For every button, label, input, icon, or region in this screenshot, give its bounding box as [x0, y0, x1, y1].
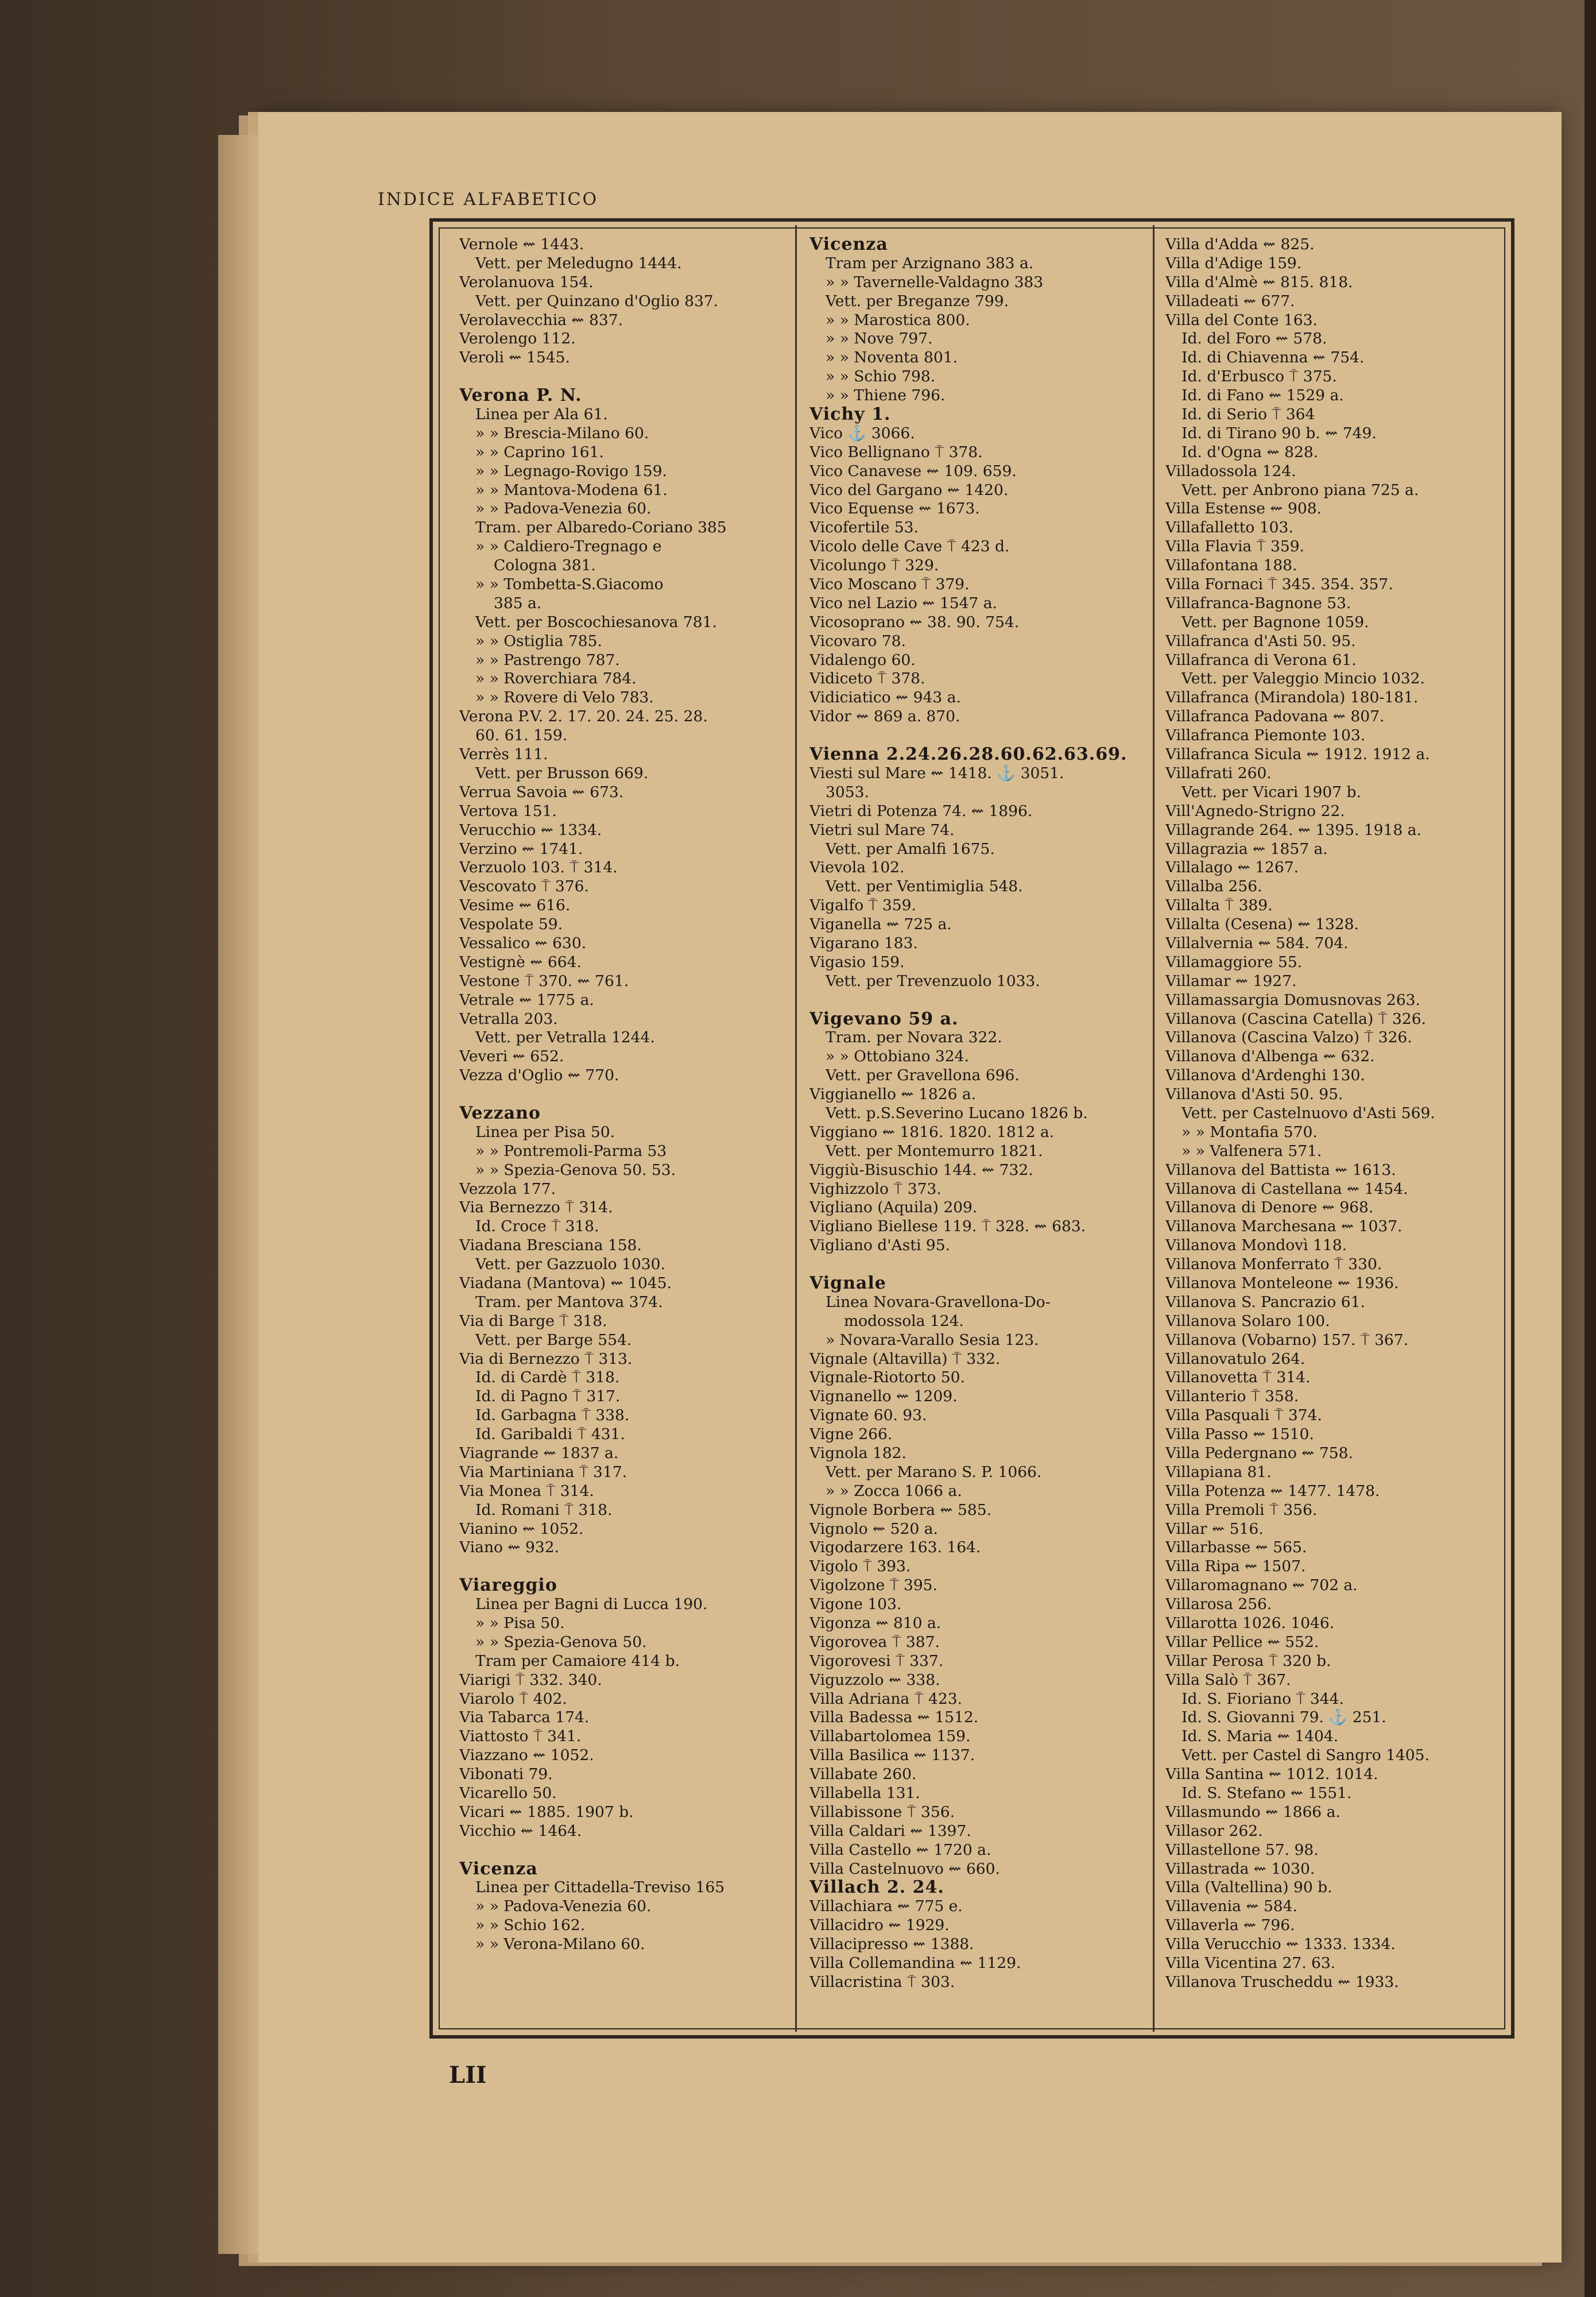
- index-entry: Villasmundo ⇜ 1866 a.: [1165, 1803, 1341, 1821]
- index-entry: Vigolzone ⍑ 395.: [809, 1576, 938, 1595]
- index-heading: Vienna 2.24.26.28.60.62.63.69.: [809, 745, 1128, 764]
- index-entry: Viesti sul Mare ⇜ 1418. ⚓ 3051.: [809, 764, 1064, 782]
- index-entry: Villanova (Cascina Catella) ⍑ 326.: [1165, 1010, 1426, 1028]
- index-entry: Id. S. Stefano ⇜ 1551.: [1181, 1784, 1352, 1803]
- index-entry: Verzuolo 103. ⍑ 314.: [459, 859, 618, 877]
- index-entry: Vico Bellignano ⍑ 378.: [809, 443, 983, 461]
- column-divider: [1153, 225, 1155, 2032]
- index-entry: Vezzola 177.: [459, 1180, 556, 1198]
- index-entry: Verucchio ⇜ 1334.: [459, 821, 602, 839]
- index-entry: Via Martiniana ⍑ 317.: [459, 1463, 627, 1481]
- index-entry: Vett. p.S.Severino Lucano 1826 b.: [826, 1104, 1088, 1122]
- index-entry: Vett. per Marano S. P. 1066.: [826, 1463, 1042, 1481]
- index-entry: Verzino ⇜ 1741.: [459, 840, 583, 858]
- index-entry: Vigorovesi ⍑ 337.: [809, 1652, 944, 1670]
- index-entry: Villabissone ⍑ 356.: [809, 1803, 955, 1821]
- index-entry: Viadana (Mantova) ⇜ 1045.: [459, 1274, 672, 1292]
- index-entry: » » Thiene 796.: [826, 386, 946, 405]
- index-entry: Vigasio 159.: [809, 953, 905, 971]
- index-entry: Vicchio ⇜ 1464.: [459, 1822, 582, 1840]
- index-entry: » » Ostiglia 785.: [475, 632, 602, 650]
- index-entry: Vestignè ⇜ 664.: [459, 953, 582, 971]
- index-entry: Vignanello ⇜ 1209.: [809, 1387, 958, 1406]
- index-heading: Vichy 1.: [809, 405, 891, 424]
- index-entry: Id. Romani ⍑ 318.: [475, 1501, 613, 1519]
- index-entry: Vico nel Lazio ⇜ 1547 a.: [809, 594, 997, 612]
- index-entry: Villa Estense ⇜ 908.: [1165, 500, 1322, 518]
- index-entry: [459, 1557, 789, 1576]
- index-entry: Vett. per Breganze 799.: [826, 292, 1009, 310]
- index-entry: Villanova Mondovì 118.: [1165, 1236, 1347, 1255]
- index-entry: Vett. per Gravellona 696.: [826, 1066, 1020, 1085]
- index-column-2: [809, 235, 1148, 1992]
- index-heading: Vigevano 59 a.: [809, 1010, 959, 1029]
- index-entry: Id. di Tirano 90 b. ⇜ 749.: [1181, 424, 1377, 442]
- index-entry: Vicovaro 78.: [809, 632, 906, 650]
- index-entry: Villalta ⍑ 389.: [1165, 896, 1273, 915]
- index-entry: Villagrande 264. ⇜ 1395. 1918 a.: [1165, 821, 1421, 839]
- index-entry: Via Bernezzo ⍑ 314.: [459, 1198, 613, 1217]
- index-entry: Vidiceto ⍑ 378.: [809, 670, 925, 688]
- index-entry: Vett. per Ventimiglia 548.: [826, 877, 1023, 896]
- index-entry: Villafranca d'Asti 50. 95.: [1165, 632, 1356, 650]
- index-entry: Vigodarzere 163. 164.: [809, 1538, 981, 1557]
- index-entry: Vett. per Amalfi 1675.: [826, 840, 995, 858]
- index-entry: Villanova di Castellana ⇜ 1454.: [1165, 1180, 1408, 1198]
- index-entry: Vicosoprano ⇜ 38. 90. 754.: [809, 613, 1020, 631]
- index-entry: Villanova del Battista ⇜ 1613.: [1165, 1161, 1396, 1179]
- index-entry: Vett. per Boscochiesanova 781.: [475, 613, 717, 631]
- index-entry: Villanova d'Ardenghi 130.: [1165, 1066, 1365, 1085]
- index-entry: » » Spezia-Genova 50.: [475, 1633, 647, 1651]
- index-entry: » » Tombetta-S.Giacomo: [475, 575, 664, 594]
- index-entry: Villanova Monferrato ⍑ 330.: [1165, 1255, 1382, 1274]
- index-entry: Viarigi ⍑ 332. 340.: [459, 1670, 602, 1689]
- index-entry: Viazzano ⇜ 1052.: [459, 1746, 594, 1765]
- index-entry: Linea per Pisa 50.: [475, 1123, 615, 1141]
- index-entry: Villa Collemandina ⇜ 1129.: [809, 1954, 1021, 1973]
- index-entry: Villamassargia Domusnovas 263.: [1165, 991, 1420, 1009]
- index-entry: Via Monea ⍑ 314.: [459, 1482, 594, 1500]
- index-entry: Vetralla 203.: [459, 1010, 558, 1028]
- index-entry: Villanova Truscheddu ⇜ 1933.: [1165, 1973, 1399, 1991]
- index-entry: » » Zocca 1066 a.: [826, 1482, 962, 1500]
- index-entry: Tram. per Novara 322.: [826, 1028, 1002, 1047]
- index-entry: » Novara-Varallo Sesia 123.: [826, 1331, 1039, 1349]
- index-entry: Villar ⇜ 516.: [1165, 1519, 1264, 1538]
- index-entry: Viganella ⇜ 725 a.: [809, 915, 952, 934]
- index-entry: Villafranca Piemonte 103.: [1165, 726, 1366, 745]
- index-entry: Villaverla ⇜ 796.: [1165, 1916, 1295, 1935]
- index-heading: Viareggio: [459, 1576, 557, 1596]
- index-entry: Villanova d'Asti 50. 95.: [1165, 1085, 1343, 1104]
- index-entry: Vignale-Riotorto 50.: [809, 1368, 965, 1387]
- index-entry: 3053.: [826, 783, 869, 801]
- index-entry: Vico Equense ⇜ 1673.: [809, 500, 980, 518]
- index-entry: Villafranca di Verona 61.: [1165, 651, 1357, 669]
- index-entry: Viggianello ⇜ 1826 a.: [809, 1085, 977, 1104]
- index-entry: Verolengo 112.: [459, 330, 576, 348]
- index-entry: Villalago ⇜ 1267.: [1165, 859, 1299, 877]
- index-entry: Via Tabarca 174.: [459, 1708, 590, 1727]
- index-heading: Vezzano: [459, 1104, 541, 1123]
- index-entry: Villachiara ⇜ 775 e.: [809, 1897, 963, 1916]
- index-entry: Villafalletto 103.: [1165, 519, 1293, 537]
- index-entry: » » Pontremoli-Parma 53: [475, 1142, 667, 1160]
- index-entry: Vigliano d'Asti 95.: [809, 1236, 950, 1255]
- index-entry: 385 a.: [494, 594, 542, 612]
- index-entry: Linea Novara-Gravellona-Do-: [826, 1293, 1051, 1311]
- index-entry: Villa Verucchio ⇜ 1333. 1334.: [1165, 1935, 1396, 1954]
- index-entry: Villaromagnano ⇜ 702 a.: [1165, 1576, 1358, 1595]
- index-entry: Vett. per Vetralla 1244.: [475, 1028, 655, 1047]
- index-entry: Vett. per Anbrono piana 725 a.: [1181, 481, 1419, 499]
- index-entry: Vidalengo 60.: [809, 651, 916, 669]
- index-entry: Villanova S. Pancrazio 61.: [1165, 1293, 1365, 1311]
- index-entry: Vestone ⍑ 370. ⇜ 761.: [459, 972, 629, 990]
- index-entry: Tram per Arzignano 383 a.: [826, 254, 1034, 272]
- index-entry: Vigliano Biellese 119. ⍑ 328. ⇜ 683.: [809, 1217, 1086, 1236]
- index-entry: Villabella 131.: [809, 1784, 920, 1803]
- index-entry: Villanova di Denore ⇜ 968.: [1165, 1198, 1374, 1217]
- index-entry: Id. di Fano ⇜ 1529 a.: [1181, 386, 1344, 405]
- index-entry: Villa d'Almè ⇜ 815. 818.: [1165, 273, 1353, 291]
- index-entry: Vescovato ⍑ 376.: [459, 877, 589, 896]
- index-entry: Villanovetta ⍑ 314.: [1165, 1368, 1311, 1387]
- index-entry: Villanova d'Albenga ⇜ 632.: [1165, 1047, 1375, 1066]
- index-entry: [459, 368, 789, 386]
- index-entry: Villafranca Padovana ⇜ 807.: [1165, 707, 1385, 726]
- index-entry: Vignola 182.: [809, 1444, 907, 1462]
- index-entry: Villagrazia ⇜ 1857 a.: [1165, 840, 1328, 858]
- index-entry: Vett. per Gazzuolo 1030.: [475, 1255, 665, 1274]
- index-entry: Villa Pedergnano ⇜ 758.: [1165, 1444, 1353, 1462]
- index-entry: Vicolo delle Cave ⍑ 423 d.: [809, 537, 1010, 556]
- index-entry: » » Montafia 570.: [1181, 1123, 1318, 1141]
- index-entry: Vignate 60. 93.: [809, 1406, 927, 1425]
- index-entry: Linea per Cittadella-Treviso 165: [475, 1878, 725, 1897]
- index-entry: Viarolo ⍑ 402.: [459, 1689, 567, 1708]
- index-entry: Vill'Agnedo-Strigno 22.: [1165, 802, 1345, 820]
- index-entry: » » Verona-Milano 60.: [475, 1935, 645, 1954]
- index-entry: Veroli ⇜ 1545.: [459, 349, 570, 367]
- index-entry: Vigne 266.: [809, 1425, 893, 1444]
- index-entry: Villar Pellice ⇜ 552.: [1165, 1633, 1319, 1651]
- index-entry: Vigorovea ⍑ 387.: [809, 1633, 940, 1651]
- index-entry: » » Legnago-Rovigo 159.: [475, 462, 667, 480]
- index-entry: » » Padova-Venezia 60.: [475, 500, 652, 518]
- index-entry: Villavenia ⇜ 584.: [1165, 1897, 1297, 1916]
- index-entry: Id. Garbagna ⍑ 338.: [475, 1406, 630, 1425]
- index-entry: Via di Bernezzo ⍑ 313.: [459, 1349, 633, 1368]
- index-entry: Villa Castelnuovo ⇜ 660.: [809, 1859, 1000, 1878]
- index-entry: Vigolo ⍑ 393.: [809, 1557, 911, 1576]
- column-divider: [795, 225, 797, 2032]
- index-entry: Vessalico ⇜ 630.: [459, 934, 587, 952]
- index-entry: Vezza d'Oglio ⇜ 770.: [459, 1066, 619, 1085]
- index-entry: Vignole Borbera ⇜ 585.: [809, 1501, 991, 1519]
- index-entry: Villanterio ⍑ 358.: [1165, 1387, 1299, 1406]
- index-entry: Villacidro ⇜ 1929.: [809, 1916, 950, 1935]
- index-entry: Villanova (Cascina Valzo) ⍑ 326.: [1165, 1028, 1412, 1047]
- index-entry: » » Roverchiara 784.: [475, 670, 637, 688]
- index-entry: Vicari ⇜ 1885. 1907 b.: [459, 1803, 634, 1821]
- index-entry: Cologna 381.: [494, 556, 596, 575]
- index-entry: Villalta (Cesena) ⇜ 1328.: [1165, 915, 1359, 934]
- index-entry: Vidiciatico ⇜ 943 a.: [809, 689, 961, 707]
- index-entry: Vicarello 50.: [459, 1784, 557, 1803]
- index-entry: 60. 61. 159.: [475, 726, 568, 745]
- index-entry: Verona P.V. 2. 17. 20. 24. 25. 28.: [459, 707, 708, 726]
- index-entry: Vidor ⇜ 869 a. 870.: [809, 707, 960, 726]
- index-entry: » » Valfenera 571.: [1181, 1142, 1322, 1160]
- index-heading: Vicenza: [459, 1859, 538, 1879]
- index-entry: Id. S. Giovanni 79. ⚓ 251.: [1181, 1708, 1386, 1727]
- index-entry: Vett. per Trevenzuolo 1033.: [826, 972, 1040, 990]
- index-entry: Villa del Conte 163.: [1165, 311, 1318, 329]
- index-entry: [809, 726, 1148, 745]
- index-entry: Verrès 111.: [459, 745, 548, 764]
- index-column-3: [1165, 235, 1507, 1992]
- index-heading: Vicenza: [809, 235, 888, 254]
- index-entry: Vett. per Meledugno 1444.: [475, 254, 682, 272]
- index-entry: Viggiano ⇜ 1816. 1820. 1812 a.: [809, 1123, 1055, 1141]
- index-entry: Villanova (Vobarno) 157. ⍑ 367.: [1165, 1331, 1409, 1349]
- index-entry: Vigliano (Aquila) 209.: [809, 1198, 978, 1217]
- index-entry: Tram. per Albaredo-Coriano 385: [475, 519, 727, 537]
- index-entry: Vico del Gargano ⇜ 1420.: [809, 481, 1009, 499]
- index-entry: Verolavecchia ⇜ 837.: [459, 311, 623, 329]
- index-entry: Villar Perosa ⍑ 320 b.: [1165, 1652, 1331, 1670]
- index-entry: Vievola 102.: [809, 859, 905, 877]
- index-entry: Vett. per Bagnone 1059.: [1181, 613, 1369, 631]
- index-entry: Veveri ⇜ 652.: [459, 1047, 564, 1066]
- index-entry: Viattosto ⍑ 341.: [459, 1727, 582, 1746]
- index-entry: Verolanuova 154.: [459, 273, 594, 291]
- index-entry: » » Ottobiano 324.: [826, 1047, 969, 1066]
- index-entry: Villa Adriana ⍑ 423.: [809, 1689, 962, 1708]
- index-entry: Viadana Bresciana 158.: [459, 1236, 642, 1255]
- index-entry: Villa Premoli ⍑ 356.: [1165, 1501, 1318, 1519]
- index-entry: Id. di Chiavenna ⇜ 754.: [1181, 349, 1365, 367]
- index-heading: Villach 2. 24.: [809, 1878, 944, 1898]
- index-entry: Villa Passo ⇜ 1510.: [1165, 1425, 1314, 1444]
- index-entry: Villa d'Adige 159.: [1165, 254, 1302, 272]
- index-entry: Villadossola 124.: [1165, 462, 1296, 480]
- index-entry: Vigalfo ⍑ 359.: [809, 896, 916, 915]
- index-entry: » » Mantova-Modena 61.: [475, 481, 668, 499]
- index-entry: » » Caprino 161.: [475, 443, 604, 461]
- index-entry: Vett. per Vicari 1907 b.: [1181, 783, 1361, 801]
- index-entry: Vett. per Quinzano d'Oglio 837.: [475, 292, 719, 310]
- index-entry: Vigonza ⇜ 810 a.: [809, 1614, 942, 1633]
- index-column-1: [459, 235, 789, 1954]
- index-entry: Vett. per Castel di Sangro 1405.: [1181, 1746, 1430, 1765]
- index-entry: Vertova 151.: [459, 802, 557, 820]
- index-entry: Viggiù-Bisuschio 144. ⇜ 732.: [809, 1161, 1033, 1179]
- index-entry: Vigone 103.: [809, 1595, 902, 1614]
- index-entry: Villafrati 260.: [1165, 764, 1272, 782]
- index-entry: Villastrada ⇜ 1030.: [1165, 1859, 1315, 1878]
- index-entry: Villa Badessa ⇜ 1512.: [809, 1708, 979, 1727]
- index-entry: Vicolungo ⍑ 329.: [809, 556, 939, 575]
- index-entry: » » Rovere di Velo 783.: [475, 689, 654, 707]
- index-entry: Vesime ⇜ 616.: [459, 896, 571, 915]
- index-entry: Vibonati 79.: [459, 1765, 553, 1784]
- index-entry: Linea per Ala 61.: [475, 405, 608, 424]
- index-entry: Villafranca-Bagnone 53.: [1165, 594, 1351, 612]
- index-entry: [809, 1255, 1148, 1274]
- index-entry: » » Marostica 800.: [826, 311, 970, 329]
- index-entry: Villa d'Adda ⇜ 825.: [1165, 235, 1315, 253]
- index-entry: Id. S. Fioriano ⍑ 344.: [1181, 1689, 1344, 1708]
- index-entry: Villalba 256.: [1165, 877, 1262, 896]
- index-entry: Villa Fornaci ⍑ 345. 354. 357.: [1165, 575, 1393, 594]
- index-entry: modossola 124.: [844, 1312, 964, 1330]
- index-entry: Verrua Savoia ⇜ 673.: [459, 783, 624, 801]
- index-entry: Villadeati ⇜ 677.: [1165, 292, 1295, 310]
- index-entry: Vico ⚓ 3066.: [809, 424, 915, 442]
- index-entry: Villa Pasquali ⍑ 374.: [1165, 1406, 1322, 1425]
- index-entry: Villarosa 256.: [1165, 1595, 1272, 1614]
- index-entry: Villacipresso ⇜ 1388.: [809, 1935, 974, 1954]
- index-entry: Villafranca (Mirandola) 180-181.: [1165, 689, 1419, 707]
- index-entry: » » Schio 798.: [826, 368, 936, 386]
- index-entry: Tram per Camaiore 414 b.: [475, 1652, 680, 1670]
- index-entry: Villanova Monteleone ⇜ 1936.: [1165, 1274, 1399, 1292]
- index-entry: Villa Caldari ⇜ 1397.: [809, 1822, 971, 1840]
- index-entry: » » Noventa 801.: [826, 349, 958, 367]
- index-entry: Vico Moscano ⍑ 379.: [809, 575, 970, 594]
- index-entry: Villabate 260.: [809, 1765, 917, 1784]
- index-entry: Villanovatulo 264.: [1165, 1349, 1306, 1368]
- index-entry: Villamaggiore 55.: [1165, 953, 1303, 971]
- index-entry: » » Schio 162.: [475, 1916, 586, 1935]
- index-entry: Id. del Foro ⇜ 578.: [1181, 330, 1327, 348]
- index-entry: Vignolo ⇜ 520 a.: [809, 1519, 938, 1538]
- index-entry: [459, 1841, 789, 1860]
- index-entry: Vietri di Potenza 74. ⇜ 1896.: [809, 802, 1033, 820]
- index-entry: Villa (Valtellina) 90 b.: [1165, 1878, 1332, 1897]
- index-heading: Vignale: [809, 1274, 886, 1293]
- index-entry: Villacristina ⍑ 303.: [809, 1973, 955, 1991]
- index-entry: Villa Basilica ⇜ 1137.: [809, 1746, 975, 1765]
- index-entry: Villarbasse ⇜ 565.: [1165, 1538, 1307, 1557]
- index-entry: Tram. per Mantova 374.: [475, 1293, 663, 1311]
- index-entry: Vigarano 183.: [809, 934, 918, 952]
- index-entry: Villamar ⇜ 1927.: [1165, 972, 1297, 990]
- index-entry: Viguzzolo ⇜ 338.: [809, 1670, 940, 1689]
- index-entry: Id. S. Maria ⇜ 1404.: [1181, 1727, 1339, 1746]
- index-entry: Id. Garibaldi ⍑ 431.: [475, 1425, 625, 1444]
- binding-edge: [1585, 0, 1596, 2297]
- index-entry: Villafranca Sicula ⇜ 1912. 1912 a.: [1165, 745, 1430, 764]
- index-entry: Id. di Cardè ⍑ 318.: [475, 1368, 620, 1387]
- index-entry: Linea per Bagni di Lucca 190.: [475, 1595, 708, 1614]
- index-entry: Villapiana 81.: [1165, 1463, 1272, 1481]
- index-entry: Vernole ⇜ 1443.: [459, 235, 584, 253]
- index-entry: Id. d'Ogna ⇜ 828.: [1181, 443, 1319, 461]
- index-entry: Vett. per Castelnuovo d'Asti 569.: [1181, 1104, 1435, 1122]
- index-entry: Villarotta 1026. 1046.: [1165, 1614, 1335, 1633]
- index-entry: » » Caldiero-Tregnago e: [475, 537, 662, 556]
- index-entry: Vignale (Altavilla) ⍑ 332.: [809, 1349, 1001, 1368]
- index-heading: Verona P. N.: [459, 386, 582, 406]
- index-entry: Vespolate 59.: [459, 915, 563, 934]
- index-entry: Viano ⇜ 932.: [459, 1538, 560, 1557]
- index-entry: Vett. per Valeggio Mincio 1032.: [1181, 670, 1425, 688]
- index-entry: Villanova Marchesana ⇜ 1037.: [1165, 1217, 1403, 1236]
- index-entry: Villa Flavia ⍑ 359.: [1165, 537, 1304, 556]
- index-entry: » » Spezia-Genova 50. 53.: [475, 1161, 676, 1179]
- index-entry: Id. di Pagno ⍑ 317.: [475, 1387, 621, 1406]
- index-entry: Id. di Serio ⍑ 364: [1181, 405, 1315, 424]
- index-entry: Villastellone 57. 98.: [1165, 1840, 1319, 1859]
- index-entry: Id. Croce ⍑ 318.: [475, 1217, 599, 1236]
- index-entry: Villafontana 188.: [1165, 556, 1297, 575]
- index-entry: Villabartolomea 159.: [809, 1727, 971, 1746]
- index-entry: » » Pisa 50.: [475, 1614, 565, 1633]
- index-entry: » » Brescia-Milano 60.: [475, 424, 649, 442]
- page-header: INDICE ALFABETICO: [377, 190, 599, 210]
- index-entry: Viagrande ⇜ 1837 a.: [459, 1444, 619, 1462]
- index-entry: Vetrale ⇜ 1775 a.: [459, 991, 594, 1009]
- index-entry: Villa Potenza ⇜ 1477. 1478.: [1165, 1482, 1380, 1500]
- index-entry: Vietri sul Mare 74.: [809, 821, 955, 839]
- index-entry: Villa Salò ⍑ 367.: [1165, 1670, 1291, 1689]
- index-entry: » » Tavernelle-Valdagno 383: [826, 273, 1044, 291]
- index-entry: [809, 991, 1148, 1010]
- page-number: LII: [449, 2062, 487, 2089]
- index-entry: Vicofertile 53.: [809, 519, 919, 537]
- index-entry: Vico Canavese ⇜ 109. 659.: [809, 462, 1017, 480]
- index-entry: Vett. per Brusson 669.: [475, 764, 649, 782]
- index-entry: [459, 1085, 789, 1104]
- index-entry: Villalvernia ⇜ 584. 704.: [1165, 934, 1349, 952]
- index-entry: Villanova Solaro 100.: [1165, 1312, 1330, 1330]
- index-entry: » » Padova-Venezia 60.: [475, 1897, 652, 1916]
- index-entry: Villa Ripa ⇜ 1507.: [1165, 1557, 1306, 1576]
- index-entry: Vianino ⇜ 1052.: [459, 1519, 584, 1538]
- index-entry: Villa Santina ⇜ 1012. 1014.: [1165, 1765, 1378, 1784]
- index-entry: » » Pastrengo 787.: [475, 651, 620, 669]
- index-entry: » » Nove 797.: [826, 330, 933, 348]
- index-entry: Vett. per Montemurro 1821.: [826, 1142, 1043, 1160]
- index-entry: Vighizzolo ⍑ 373.: [809, 1180, 942, 1198]
- index-entry: Id. d'Erbusco ⍑ 375.: [1181, 368, 1337, 386]
- index-entry: Via di Barge ⍑ 318.: [459, 1312, 607, 1330]
- index-entry: Villa Vicentina 27. 63.: [1165, 1954, 1336, 1973]
- index-entry: Villasor 262.: [1165, 1822, 1263, 1840]
- index-entry: Vett. per Barge 554.: [475, 1331, 632, 1349]
- index-entry: Villa Castello ⇜ 1720 a.: [809, 1840, 991, 1859]
